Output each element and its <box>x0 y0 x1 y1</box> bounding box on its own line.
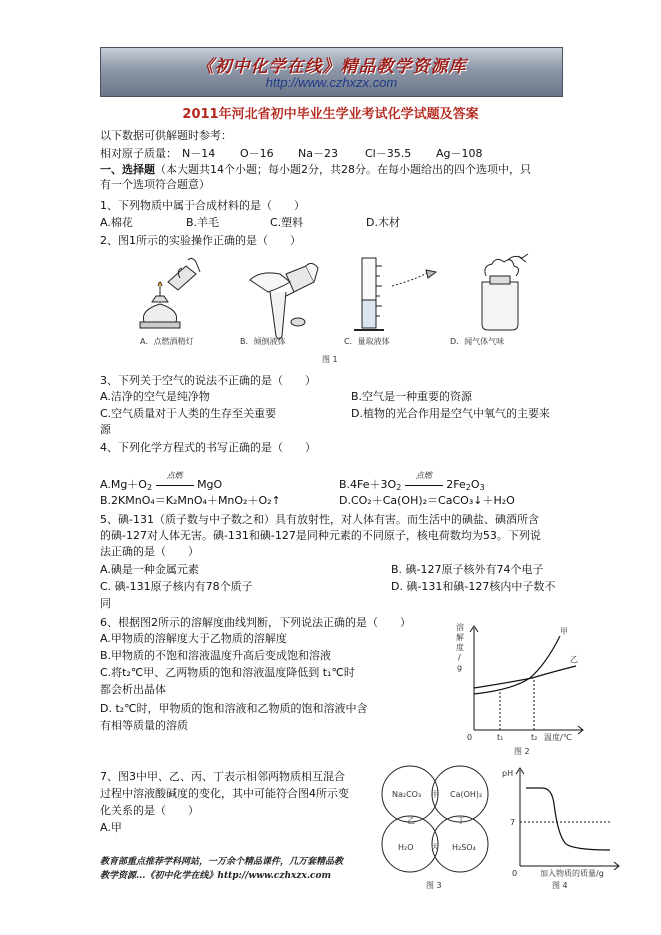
fig1-label-a: A．点燃酒精灯 <box>140 337 194 346</box>
q4-a-condition: 点燃 <box>166 471 183 480</box>
atomic-mass-row <box>100 147 177 161</box>
section1-heading: 一、选择题 <box>100 163 155 176</box>
footer-line2[interactable]: 教学资源...《初中化学在线》http://www.czhxzx.com <box>100 871 332 881</box>
fig2-label-jia: 甲 <box>560 627 568 636</box>
fig2-curve-jia <box>474 636 560 694</box>
q4-b-left: B.4Fe＋3O <box>339 478 397 491</box>
q4-a-right: MgO <box>197 478 223 491</box>
fig2-xlabel: 温度/℃ <box>544 733 572 742</box>
q1-option-d[interactable]: D.木材 <box>366 216 400 229</box>
fig3-caption: 图 3 <box>426 881 442 890</box>
q3-stem: 3、下列关于空气的说法不正确的是（ ） <box>100 374 316 387</box>
banner-title: 《初中化学在线》精品教学资源库 <box>196 57 467 77</box>
fig4-origin: 0 <box>512 869 518 878</box>
q3-option-a[interactable]: A.洁净的空气是纯净物 <box>100 390 210 403</box>
fig3-label-na2co3: Na₂CO₃ <box>392 790 422 799</box>
mass-ag: Ag－108 <box>436 147 483 160</box>
pouring-liquid-illustration <box>250 263 318 339</box>
q4-option-c[interactable]: B.2KMnO₄＝K₂MnO₄＋MnO₂＋O₂↑ <box>100 494 281 507</box>
q6-option-b[interactable]: B.甲物质的不饱和溶液温度升高后变成饱和溶液 <box>100 649 332 662</box>
fig2-curve-yi <box>474 666 576 688</box>
figure-4-ph-chart <box>500 764 625 894</box>
fig3-label-caoh2: Ca(OH)₂ <box>450 790 483 799</box>
q6-option-c[interactable]: C.将t₂℃甲、乙两物质的饱和溶液温度降低到 t₁℃时 <box>100 666 355 679</box>
q7-line3: 化关系的是（ ） <box>100 804 199 817</box>
fig3-label-ding: 丁 <box>457 816 465 825</box>
q7-option-a[interactable]: A.甲 <box>100 821 122 834</box>
q4-a-left: A.Mg＋O <box>100 478 147 491</box>
q6-stem: 6、根据图2所示的溶解度曲线判断，下列说法正确的是（ ） <box>100 616 411 629</box>
mass-cl: Cl－35.5 <box>365 147 412 160</box>
smelling-gas-illustration <box>482 254 528 330</box>
q4-option-b[interactable]: $B.4Fe+3O_2$ 点燃 $2Fe_2O_3$ <box>339 471 485 492</box>
fig2-caption: 图 2 <box>514 747 530 756</box>
mass-o: O－16 <box>240 147 274 160</box>
figure-1 <box>130 252 550 366</box>
banner-url[interactable]: http://www.czhxzx.com <box>265 75 398 90</box>
fig2-label-yi: 乙 <box>570 655 578 664</box>
q5-option-d[interactable]: D. 碘-131和碘-127核内中子数不 <box>391 580 556 593</box>
atomic-mass-label: 相对原子质量： <box>100 147 177 160</box>
q3-option-c[interactable]: C.空气质量对于人类的生存至关重要 <box>100 407 277 420</box>
fig2-ylabel-5: g <box>457 663 463 672</box>
mass-n: N－14 <box>182 147 216 160</box>
fig2-ylabel-2: 解 <box>456 633 464 642</box>
q4-stem: 4、下列化学方程式的书写正确的是（ ） <box>100 441 316 454</box>
fig2-ylabel-3: 度 <box>456 643 464 652</box>
fig3-label-bing: 丙 <box>431 843 439 852</box>
q7-line2: 过程中溶液酸碱度的变化，其中可能符合图4所示变 <box>100 787 349 800</box>
fig3-label-h2o: H₂O <box>398 843 414 852</box>
q6-option-d-cont: 有相等质量的溶质 <box>100 719 188 732</box>
q2-stem: 2、图1所示的实验操作正确的是（ ） <box>100 234 301 247</box>
fig2-ylabel-1: 溶 <box>456 623 464 632</box>
q1-stem: 1、下列物质中属于合成材料的是（ ） <box>100 199 305 212</box>
fig3-label-jia: 甲 <box>431 790 439 799</box>
q5-option-a[interactable]: A.碘是一种金属元素 <box>100 563 199 576</box>
q3-option-b[interactable]: B.空气是一种重要的资源 <box>351 390 473 403</box>
footer-line1: 教育部重点推荐学科网站，一万余个精品课件，几万套精品教 <box>100 857 344 867</box>
fig4-caption: 图 4 <box>552 881 568 890</box>
q5-option-c[interactable]: C. 碘-131原子核内有78个质子 <box>100 580 253 593</box>
q7-line1: 7、图3中甲、乙、丙、丁表示相邻两物质相互混合 <box>100 770 345 783</box>
fig4-xlabel: 加入物质的质量/g <box>540 869 604 878</box>
figure-3-circles <box>376 764 494 894</box>
q5-line2: 的碘-127对人体无害。碘-131和碘-127是同种元素的不同原子，核电荷数均为53。下列说 <box>100 529 541 542</box>
section1-desc2: 有一个选项符合题意） <box>100 178 210 191</box>
q4-b-right2: O <box>470 478 480 491</box>
alcohol-lamp-illustration <box>140 258 200 328</box>
q1-option-c[interactable]: C.塑料 <box>270 216 304 229</box>
q1-option-a[interactable]: A.棉花 <box>100 216 133 229</box>
q3-option-d-cont: 源 <box>100 423 111 436</box>
fig3-label-h2so4: H₂SO₄ <box>452 843 476 852</box>
q4-option-d[interactable]: D.CO₂＋Ca(OH)₂＝CaCO₃↓＋H₂O <box>339 494 515 507</box>
q5-line3: 法正确的是（ ） <box>100 545 199 558</box>
q5-line1: 5、碘-131（质子数与中子数之和）具有放射性，对人体有害。而生活中的碘盐、碘酒所含 <box>100 513 539 526</box>
q6-option-a[interactable]: A.甲物质的溶解度大于乙物质的溶解度 <box>100 632 287 645</box>
fig4-tick-7: 7 <box>510 818 516 827</box>
fig1-label-c: C．量取液体 <box>344 337 390 346</box>
q4-b-condition: 点燃 <box>415 471 432 480</box>
q1-option-b[interactable]: B.羊毛 <box>186 216 220 229</box>
q5-option-b[interactable]: B. 碘-127原子核外有74个电子 <box>391 563 544 576</box>
fig3-label-yi: 乙 <box>407 816 415 825</box>
fig1-label-b: B．倾倒液体 <box>240 337 286 346</box>
fig4-ph-curve <box>526 788 610 850</box>
fig2-tick-t1: t₁ <box>497 733 504 742</box>
fig2-origin: 0 <box>467 733 473 742</box>
intro-text: 以下数据可供解题时参考： <box>100 129 232 142</box>
fig2-tick-t2: t₂ <box>531 733 538 742</box>
q6-option-d[interactable]: D. t₂℃时，甲物质的饱和溶液和乙物质的饱和溶液中含 <box>100 702 368 715</box>
fig1-label-d: D．闻气体气味 <box>450 337 505 346</box>
header-banner <box>100 47 563 97</box>
q6-option-c-cont: 都会析出晶体 <box>100 683 166 696</box>
fig2-ylabel-4: / <box>458 653 461 662</box>
measuring-cylinder-illustration <box>354 258 436 330</box>
footer-note <box>100 855 343 883</box>
document-title: 2011年河北省初中毕业生学业考试化学试题及答案 <box>182 107 479 122</box>
q4-b-right: 2Fe <box>446 478 466 491</box>
q5-option-d-cont: 同 <box>100 597 111 610</box>
mass-na: Na－23 <box>298 147 338 160</box>
figure-2-solubility-chart <box>452 620 592 760</box>
fig4-ylabel: pH <box>502 769 514 778</box>
section1-line1 <box>100 163 531 177</box>
q4-option-a[interactable]: $A.Mg+O_2$ 点燃 MgO <box>100 471 223 492</box>
q3-option-d[interactable]: D.植物的光合作用是空气中氧气的主要来 <box>351 407 550 420</box>
section1-desc1: （本大题共14个小题；每小题2分，共28分。在每小题给出的四个选项中，只 <box>155 163 531 176</box>
fig1-caption: 图 1 <box>322 355 338 364</box>
